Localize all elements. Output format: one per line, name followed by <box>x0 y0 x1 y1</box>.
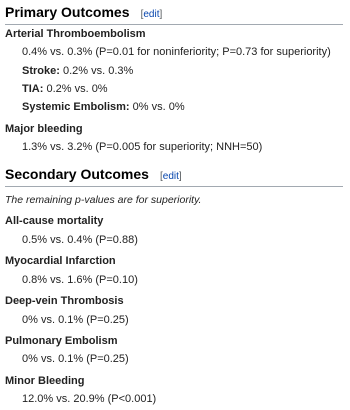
tia-label: TIA: <box>22 83 44 95</box>
secondary-outcomes-heading <box>5 166 343 187</box>
major-bleeding-value: 1.3% vs. 3.2% (P=0.005 for superiority; NNH=50) <box>22 141 263 153</box>
all-cause-mortality-term: All-cause mortality <box>5 215 104 227</box>
arterial-thromboembolism-term: Arterial Thromboembolism <box>5 28 146 40</box>
stroke-label: Stroke: <box>22 65 60 77</box>
secondary-edit-section: [edit] <box>160 171 182 182</box>
deep-vein-thrombosis-value: 0% vs. 0.1% (P=0.25) <box>22 314 129 326</box>
myocardial-infarction-value: 0.8% vs. 1.6% (P=0.10) <box>22 274 138 286</box>
stroke-value: 0.2% vs. 0.3% <box>59 65 134 77</box>
stroke-item <box>22 65 133 77</box>
pulmonary-embolism-term: Pulmonary Embolism <box>5 335 118 347</box>
tia-item <box>22 83 108 95</box>
primary-outcomes-heading <box>5 4 343 25</box>
systemic-embolism-item <box>22 101 185 113</box>
tia-value: 0.2% vs. 0% <box>43 83 108 95</box>
minor-bleeding-value: 12.0% vs. 20.9% (P<0.001) <box>22 393 157 405</box>
systemic-embolism-label: Systemic Embolism: <box>22 101 130 113</box>
secondary-edit-link[interactable]: edit <box>162 171 179 182</box>
minor-bleeding-term: Minor Bleeding <box>5 375 85 387</box>
myocardial-infarction-term: Myocardial Infarction <box>5 255 116 267</box>
pulmonary-embolism-value: 0% vs. 0.1% (P=0.25) <box>22 353 129 365</box>
major-bleeding-term: Major bleeding <box>5 123 83 135</box>
superiority-note: The remaining p-values are for superiority. <box>5 194 202 206</box>
primary-edit-link[interactable]: edit <box>143 9 160 20</box>
secondary-outcomes-title: Secondary Outcomes <box>5 166 149 182</box>
primary-edit-section: [edit] <box>140 9 163 20</box>
all-cause-mortality-value: 0.5% vs. 0.4% (P=0.88) <box>22 234 138 246</box>
primary-outcomes-title: Primary Outcomes <box>5 4 130 20</box>
systemic-embolism-value: 0% vs. 0% <box>129 101 185 113</box>
arterial-thromboembolism-value: 0.4% vs. 0.3% (P=0.01 for noninferiority; P=0.73 for superiority) <box>22 46 331 58</box>
deep-vein-thrombosis-term: Deep-vein Thrombosis <box>5 295 124 307</box>
